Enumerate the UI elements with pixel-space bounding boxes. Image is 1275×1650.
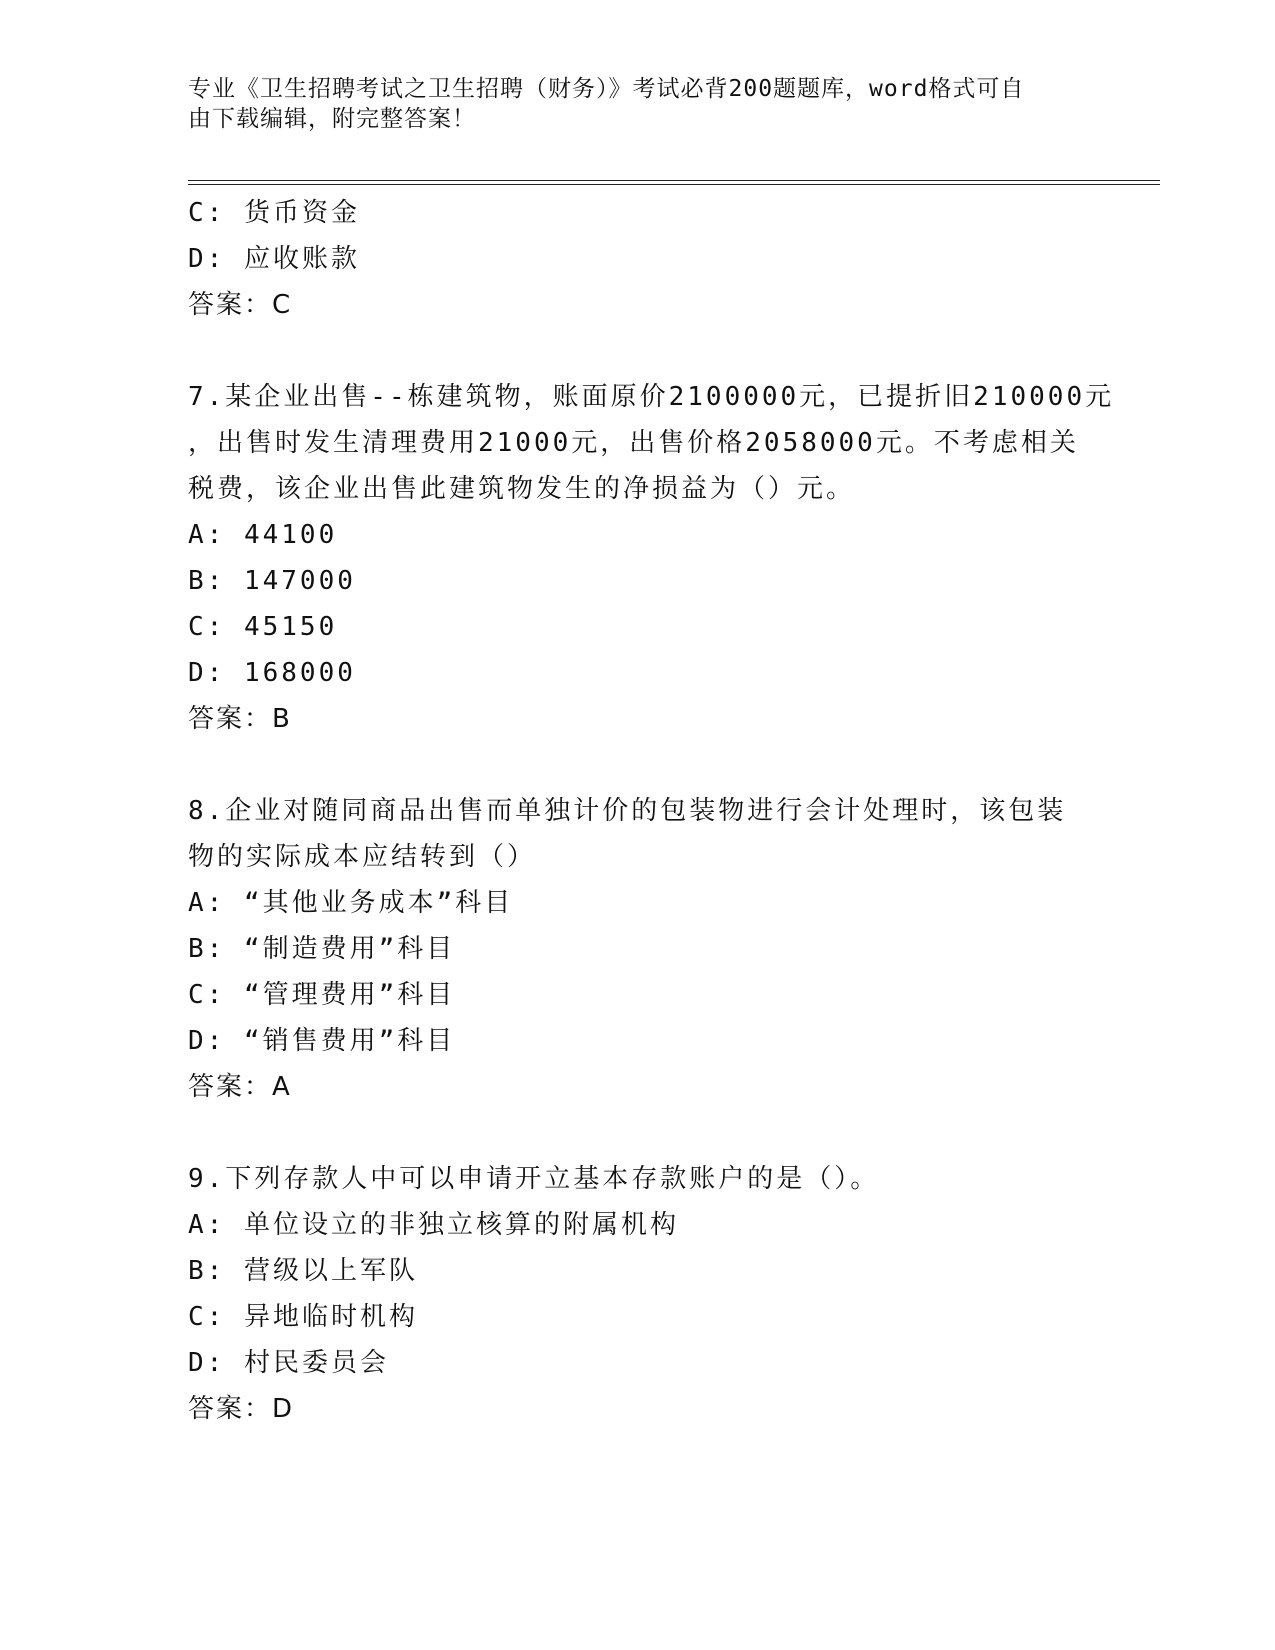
question-8 [188, 788, 1088, 1110]
option-b: B: “制造费用”科目 [188, 934, 456, 964]
question-stem-line: 8.企业对随同商品出售而单独计价的包装物进行会计处理时，该包装 [188, 796, 1067, 826]
option-d: D: “销售费用”科目 [188, 1026, 456, 1056]
question-stem-line: 9.下列存款人中可以申请开立基本存款账户的是（）。 [188, 1164, 880, 1194]
option-c: C: 异地临时机构 [188, 1302, 418, 1332]
question-stem [188, 788, 1088, 880]
spacer [188, 1110, 1088, 1156]
option-b: B: 147000 [188, 566, 356, 596]
option-b: B: 营级以上军队 [188, 1256, 418, 1286]
question-7 [188, 374, 1115, 742]
option-d: D: 村民委员会 [188, 1348, 389, 1378]
previous-question [188, 190, 1088, 328]
header-divider-bottom [188, 184, 1160, 185]
header-title-line-2: 由下载编辑，附完整答案！ [188, 106, 476, 132]
option-a: A: 44100 [188, 520, 338, 550]
option-d: D: 168000 [188, 658, 356, 688]
option-c: C: 货币资金 [188, 198, 360, 228]
option-c: C: 45150 [188, 612, 338, 642]
question-stem-line: 7.某企业出售--栋建筑物，账面原价2100000元，已提折旧210000元 [188, 382, 1115, 412]
option-a: A: “其他业务成本”科目 [188, 888, 514, 918]
question-stem-line: ，出售时发生清理费用21000元，出售价格2058000元。不考虑相关 [188, 428, 1079, 458]
header-title-line-1: 专业《卫生招聘考试之卫生招聘（财务）》考试必背200题题库，word格式可自 [188, 76, 1025, 102]
option-a: A: 单位设立的非独立核算的附属机构 [188, 1210, 679, 1240]
answer-text: 答案：A [188, 1072, 292, 1102]
answer-text: 答案：B [188, 704, 292, 734]
document-header [188, 74, 1068, 134]
question-list [188, 190, 1115, 1432]
question-9 [188, 1156, 1088, 1432]
option-c: C: “管理费用”科目 [188, 980, 456, 1010]
question-stem [188, 1156, 1088, 1202]
spacer [188, 328, 1088, 374]
spacer [188, 742, 1088, 788]
question-stem-line: 税费，该企业出售此建筑物发生的净损益为（）元。 [188, 474, 856, 504]
header-divider-top [188, 180, 1160, 181]
question-stem [188, 374, 1115, 512]
answer-text: 答案：C [188, 290, 293, 320]
question-stem-line: 物的实际成本应结转到（） [188, 842, 537, 872]
answer-text: 答案：D [188, 1394, 295, 1424]
option-d: D: 应收账款 [188, 244, 360, 274]
